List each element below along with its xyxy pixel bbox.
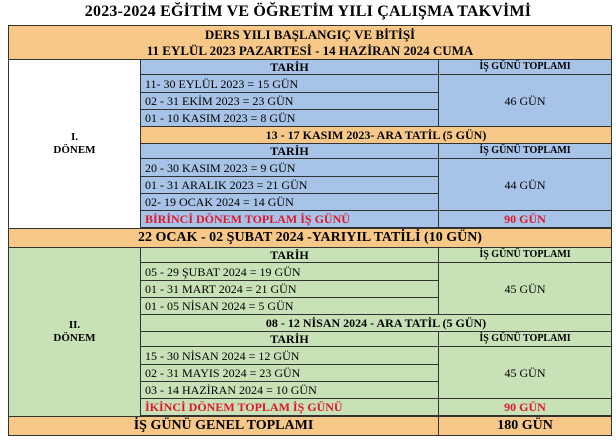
term1-block2-row3: 02- 19 OCAK 2024 = 14 GÜN (141, 194, 439, 211)
term2-block2-tarih-header: TARİH (141, 332, 439, 347)
page-title: 2023-2024 EĞİTİM VE ÖĞRETİM YILI ÇALIŞMA TAKVİMİ (84, 3, 532, 20)
term1-block1-row3: 01 - 10 KASIM 2023 = 8 GÜN (141, 110, 439, 127)
term1-break: 13 - 17 KASIM 2023- ARA TATİL (5 GÜN) (141, 127, 612, 144)
year-start-cell (9, 26, 612, 60)
term2-block2-row3: 03 - 14 HAZİRAN 2024 = 10 GÜN (141, 382, 439, 399)
year-start-line2: 11 EYLÜL 2023 PAZARTESİ - 14 HAZİRAN 2024 CUMA (146, 42, 474, 58)
term2-summary-label: İKİNCİ DÖNEM TOPLAM İŞ GÜNÜ (141, 399, 439, 416)
term1-block2-tarih-header: TARİH (141, 144, 439, 159)
grand-total-label: İŞ GÜNÜ GENEL TOPLAMI (9, 417, 439, 436)
term2-block2-total: 45 GÜN (439, 347, 612, 399)
term2-block1-tarih-header: TARİH (141, 248, 439, 263)
term2-label-word: DÖNEM (53, 332, 96, 344)
calendar-table (8, 25, 612, 436)
term1-block1-total-header: İŞ GÜNÜ TOPLAMI (439, 60, 612, 75)
year-start-row (9, 26, 612, 60)
term2-block1-row3: 01 - 05 NİSAN 2024 = 5 GÜN (141, 298, 439, 315)
term1-summary-label: BİRİNCİ DÖNEM TOPLAM İŞ GÜNÜ (141, 211, 439, 228)
year-start-line1: DERS YILI BAŞLANGIÇ VE BİTİŞİ (204, 26, 416, 42)
term2-block2-row2: 02 - 31 MAYIS 2024 = 23 GÜN (141, 365, 439, 382)
term1-block1-row1: 11- 30 EYLÜL 2023 = 15 GÜN (141, 75, 439, 93)
term1-block1-total: 46 GÜN (439, 75, 612, 127)
term2-break: 08 - 12 NİSAN 2024 - ARA TATİL (5 GÜN) (141, 315, 612, 332)
term1-block1-tarih-header: TARİH (141, 60, 439, 75)
term2-block2-row1: 15 - 30 NİSAN 2024 = 12 GÜN (141, 347, 439, 365)
term1-block1-row2: 02 - 31 EKİM 2023 = 23 GÜN (141, 93, 439, 110)
term2-block2-total-header: İŞ GÜNÜ TOPLAMI (439, 332, 612, 347)
grand-total-value: 180 GÜN (439, 417, 612, 436)
term1-label-cell (9, 60, 141, 229)
term1-block2-total: 44 GÜN (439, 159, 612, 211)
term1-block2-row2: 01 - 31 ARALIK 2023 = 21 GÜN (141, 177, 439, 194)
term2-block1-total: 45 GÜN (439, 263, 612, 315)
term1-summary-value: 90 GÜN (439, 211, 612, 228)
term1-label-roman: I. (70, 131, 79, 143)
term1-block2-row1: 20 - 30 KASIM 2023 = 9 GÜN (141, 159, 439, 177)
term1-header-row (9, 60, 612, 75)
term2-block1-row2: 01 - 31 MART 2024 = 21 GÜN (141, 281, 439, 298)
term2-block1-row1: 05 - 29 ŞUBAT 2024 = 19 GÜN (141, 263, 439, 281)
grand-total-row (9, 417, 612, 436)
term2-block1-total-header: İŞ GÜNÜ TOPLAMI (439, 248, 612, 263)
semester-break-row (9, 229, 612, 248)
term2-header-row (9, 248, 612, 263)
term2-label-roman: II. (68, 319, 81, 331)
term2-summary-value: 90 GÜN (439, 399, 612, 416)
term2-label-cell (9, 248, 141, 417)
term1-label-word: DÖNEM (53, 144, 96, 156)
semester-break: 22 OCAK - 02 ŞUBAT 2024 -YARIYIL TATİLİ (10 GÜN) (9, 229, 612, 248)
term1-block2-total-header: İŞ GÜNÜ TOPLAMI (439, 144, 612, 159)
